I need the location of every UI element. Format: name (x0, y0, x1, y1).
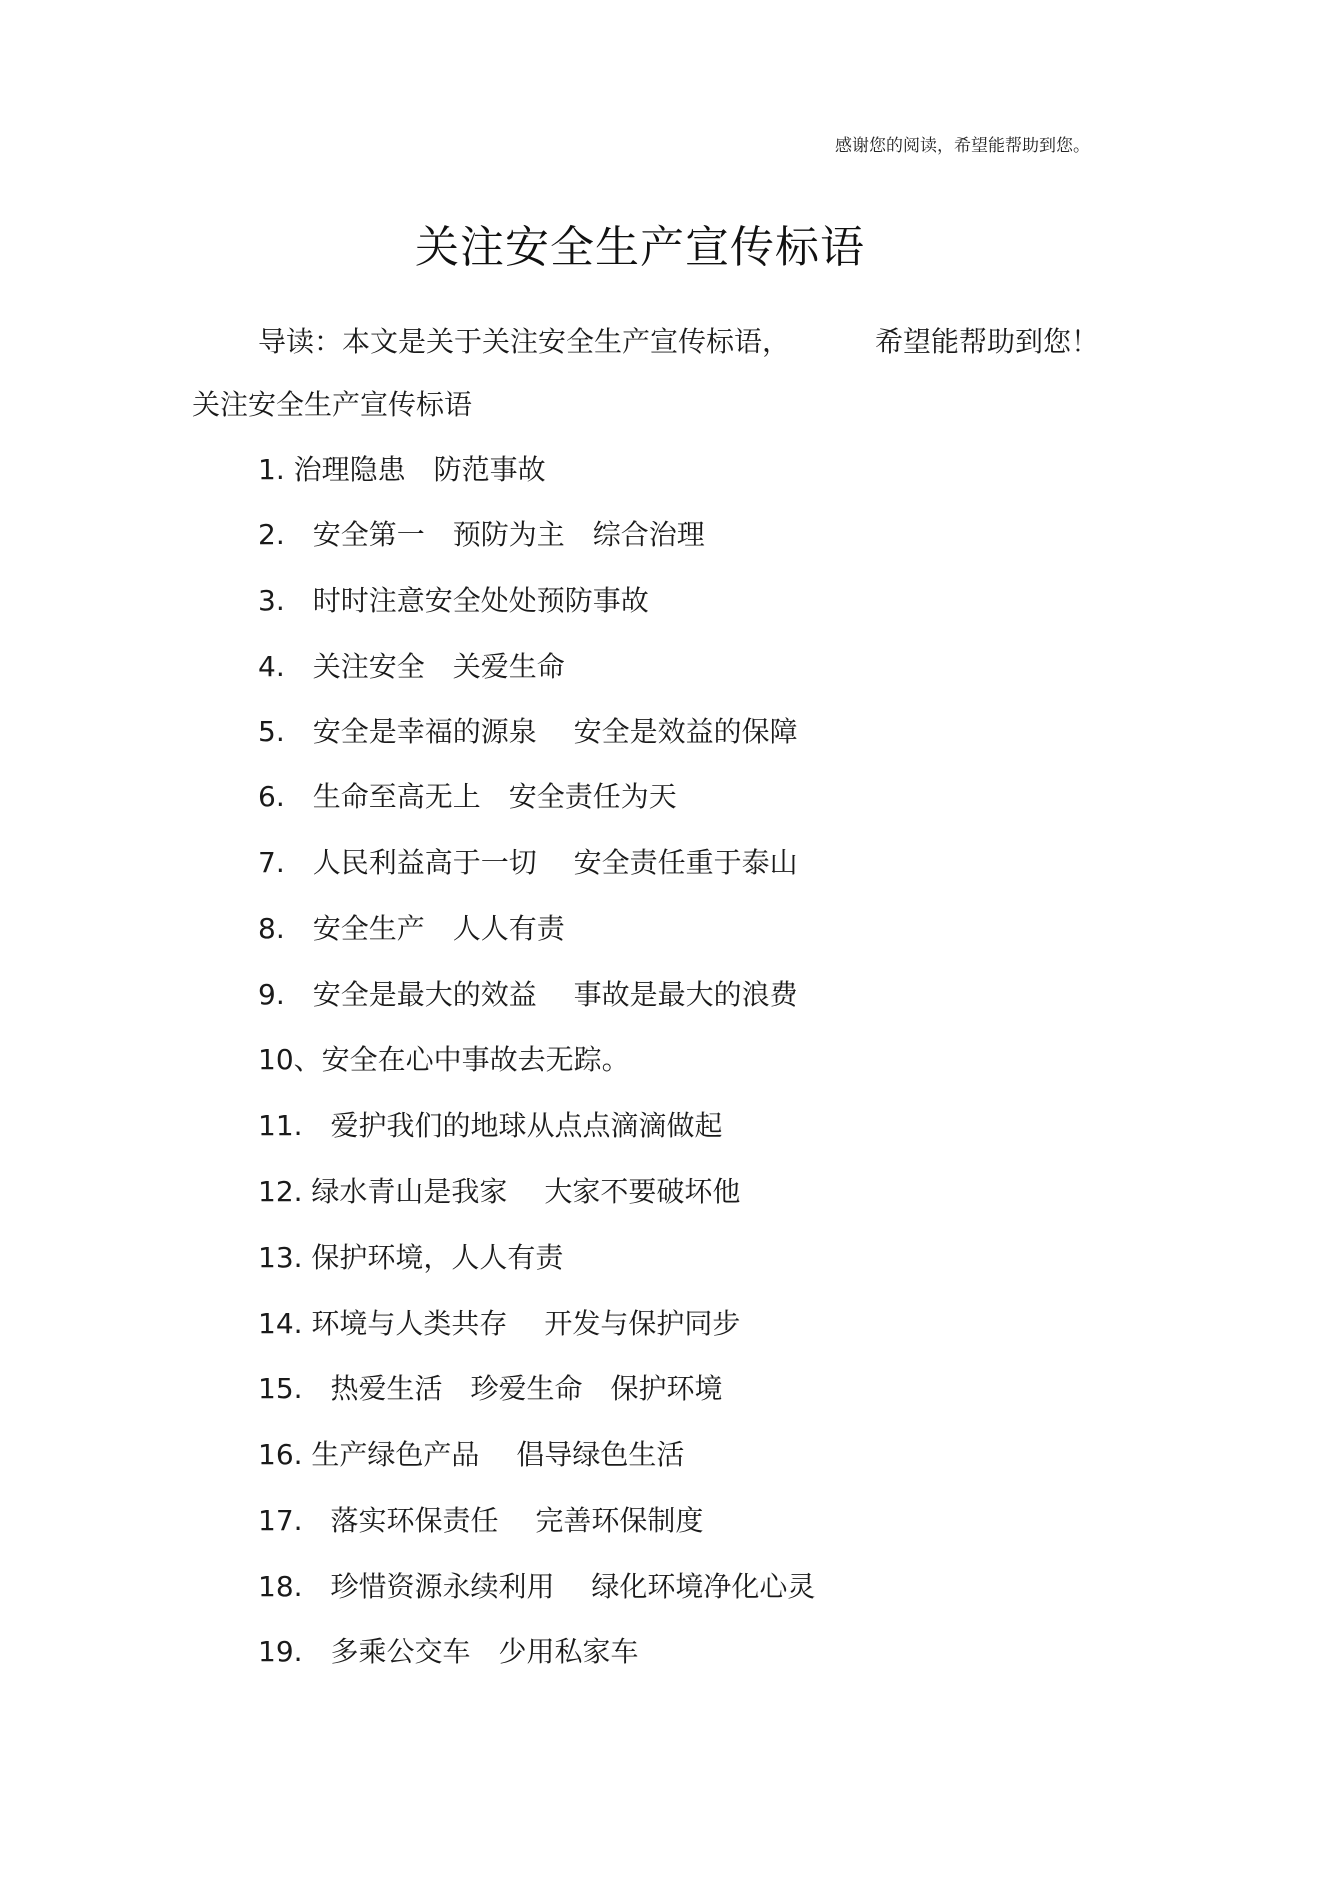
slogan-text: 8. 安全生产 人人有责 (258, 912, 565, 945)
slogan-text: 19. 多乘公交车 少用私家车 (258, 1635, 639, 1668)
slogan-text: 2. 安全第一 预防为主 综合治理 (258, 518, 705, 551)
slogan-text: 9. 安全是最大的效益 事故是最大的浪费 (258, 978, 798, 1011)
slogan-text: 14. 环境与人类共存 开发与保护同步 (258, 1307, 741, 1340)
slogan-text: 5. 安全是幸福的源泉 安全是效益的保障 (258, 715, 798, 748)
header-note: 感谢您的阅读，希望能帮助到您。 (835, 136, 1090, 156)
document-title: 关注安全生产宣传标语 (415, 222, 865, 273)
slogan-text: 17. 落实环保责任 完善环保制度 (258, 1504, 704, 1537)
slogan-text: 13. 保护环境，人人有责 (258, 1241, 564, 1274)
intro-wish-text: 希望能帮助到您！ (875, 325, 1100, 358)
slogan-text: 4. 关注安全 关爱生命 (258, 650, 565, 683)
intro-paragraph (258, 322, 1100, 362)
intro-text: 导读：本文是关于关注安全生产宣传标语， (258, 325, 791, 358)
slogan-text: 18. 珍惜资源永续利用 绿化环境净化心灵 (258, 1570, 816, 1603)
slogan-text: 11. 爱护我们的地球从点点滴滴做起 (258, 1109, 723, 1142)
slogan-text: 16. 生产绿色产品 倡导绿色生活 (258, 1438, 685, 1471)
slogan-text: 1. 治理隐患 防范事故 (258, 453, 546, 486)
slogan-text: 6. 生命至高无上 安全责任为天 (258, 780, 677, 813)
slogan-text: 7. 人民利益高于一切 安全责任重于泰山 (258, 846, 798, 879)
slogan-text: 3. 时时注意安全处处预防事故 (258, 584, 649, 617)
slogan-text: 10、安全在心中事故去无踪。 (258, 1043, 630, 1076)
slogan-text: 12. 绿水青山是我家 大家不要破坏他 (258, 1175, 741, 1208)
slogan-text: 15. 热爱生活 珍爱生命 保护环境 (258, 1372, 723, 1405)
section-heading: 关注安全生产宣传标语 (192, 388, 473, 421)
